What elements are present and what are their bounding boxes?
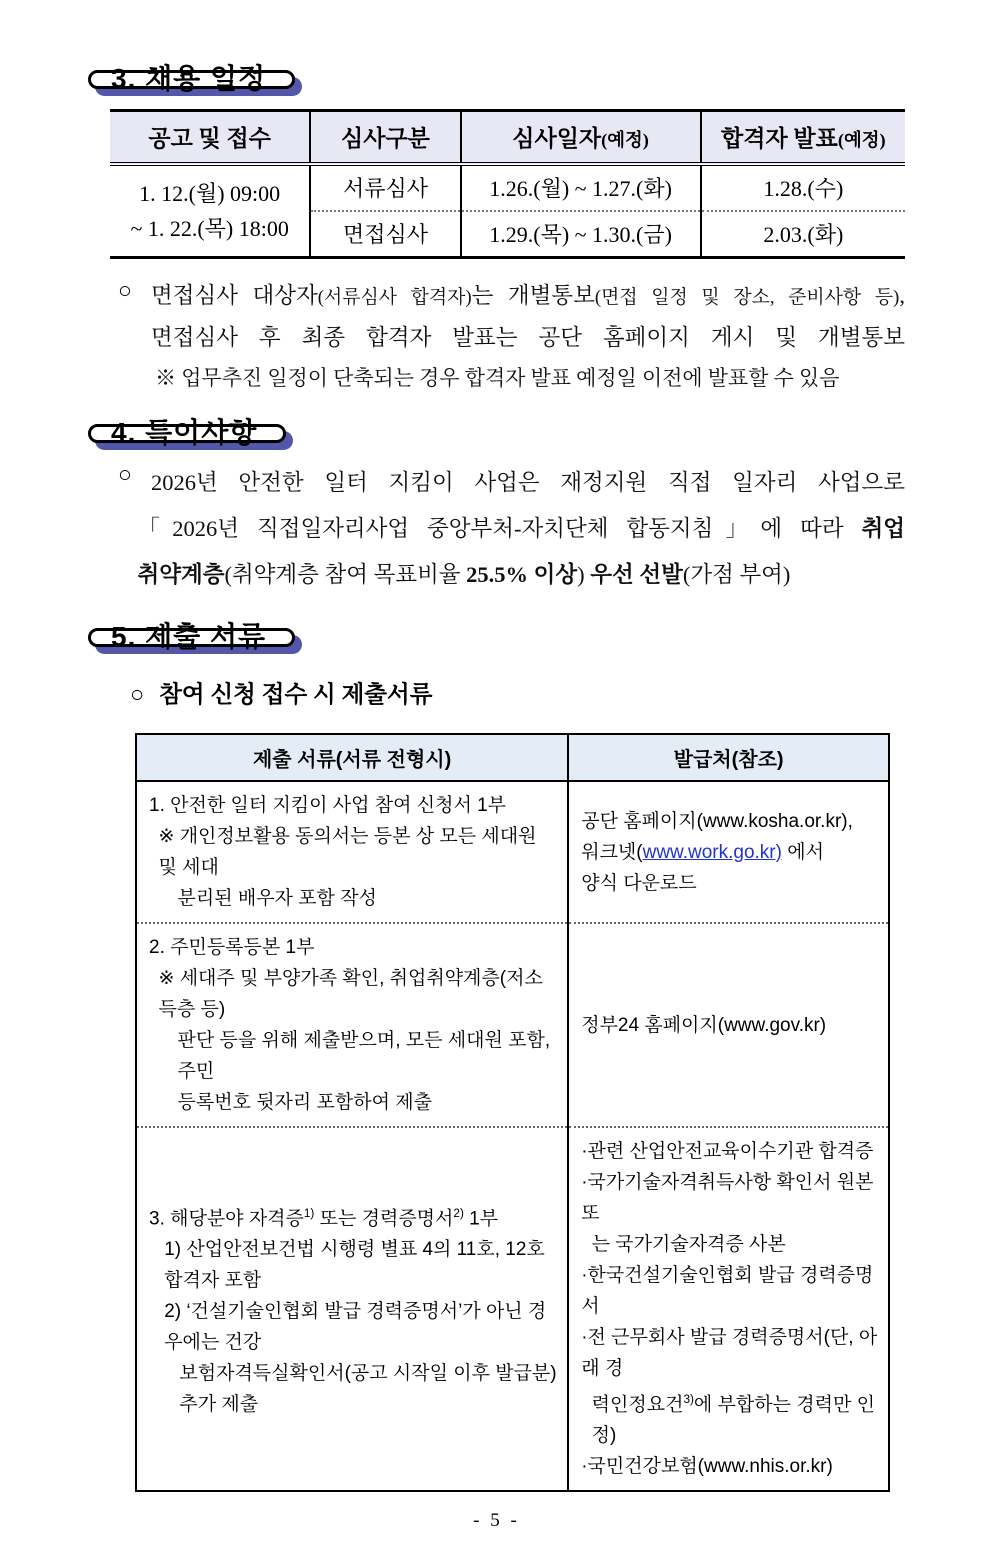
text-line: ·국민건강보험(www.nhis.or.kr) xyxy=(581,1456,833,1478)
documents-header-row xyxy=(136,734,889,781)
cell-result-date: 2.03.(화) xyxy=(701,211,905,258)
text-line: 「2026년 직접일자리사업 중앙부처-자치단체 합동지침」에 따라 취업 xyxy=(137,516,905,541)
cell-review-type: 면접심사 xyxy=(310,211,460,258)
worknet-link[interactable]: www.work.go.kr) xyxy=(642,841,782,863)
cell-review-date: 1.26.(월) ~ 1.27.(화) xyxy=(461,164,701,211)
documents-table xyxy=(135,733,890,1492)
schedule-note xyxy=(118,276,905,398)
cell-review-type: 서류심사 xyxy=(310,164,460,211)
text-line: ·관련 산업안전교육이수기관 합격증 xyxy=(581,1141,874,1162)
cell-document-1 xyxy=(136,781,568,923)
schedule-note-text xyxy=(151,276,905,398)
cell-result-date: 1.28.(수) xyxy=(701,164,905,211)
th-submission-documents: 제출 서류(서류 전형시) xyxy=(136,734,568,781)
text-line: ·전 근무회사 발급 경력증명서(단, 아래 경 xyxy=(581,1327,878,1379)
th-announcement-period: 공고 및 접수 xyxy=(110,111,310,164)
table-row xyxy=(136,923,889,1127)
circle-bullet: ○ xyxy=(118,462,132,487)
text-line: 워크넷(www.work.go.kr) 에서 xyxy=(581,841,824,863)
cell-document-3 xyxy=(136,1127,568,1491)
text-line: 력인정요건$^{3)}$에 부합하는 경력만 인정) xyxy=(591,1393,875,1447)
section-3-badge xyxy=(88,63,295,94)
period-line-1: 1. 12.(월) 09:00 xyxy=(139,180,281,206)
text-line: ※ 세대주 및 부양가족 확인, 취업취약계층(저소득층 등) xyxy=(158,968,543,1020)
special-note-text xyxy=(137,460,905,598)
text-line: ※ 업무추진 일정이 단축되는 경우 합격자 발표 예정일 이전에 발표할 수 있음 xyxy=(155,366,840,390)
submission-subheading-text: 참여 신청 접수 시 제출서류 xyxy=(159,682,433,708)
text-line: 등록번호 뒷자리 포함하여 제출 xyxy=(177,1092,432,1113)
cell-issuer-3 xyxy=(568,1127,889,1491)
text-line: 판단 등을 위해 제출받으며, 모든 세대원 포함, 주민 xyxy=(177,1030,551,1082)
text-line: 는 국가기술자격증 사본 xyxy=(591,1234,786,1255)
text-line: 정부24 홈페이지(www.gov.kr) xyxy=(581,1014,827,1036)
circle-bullet: ○ xyxy=(130,682,145,708)
text-line: 면접심사 대상자(서류심사 합격자)는 개별통보(면접 일정 및 장소, 준비사항 등), xyxy=(151,283,905,308)
section-3 xyxy=(88,63,905,94)
cell-issuer-2 xyxy=(568,923,889,1127)
section-5 xyxy=(88,621,905,652)
period-line-2: ~ 1. 22.(목) 18:00 xyxy=(130,215,289,241)
text-line: ·국가기술자격취득사항 확인서 원본 또 xyxy=(581,1172,874,1224)
section-5-title: 5. 제출 서류 xyxy=(111,621,267,652)
text-line: 취약계층(취약계층 참여 목표비율 25.5% 이상) 우선 선발(가점 부여) xyxy=(137,562,791,587)
section-4-title: 4. 특이사항 xyxy=(111,417,258,448)
section-3-title: 3. 채용 일정 xyxy=(111,63,267,94)
section-4-badge xyxy=(88,417,286,448)
cell-document-2 xyxy=(136,923,568,1127)
section-4 xyxy=(88,417,905,448)
text-line: ※ 개인정보활용 동의서는 등본 상 모든 세대원 및 세대 xyxy=(158,826,537,878)
text-line: 2) ‘건설기술인협회 발급 경력증명서’가 아닌 경우에는 건강 xyxy=(164,1301,547,1354)
table-row xyxy=(136,781,889,923)
table-row xyxy=(110,164,905,211)
text-line: 3. 해당분야 자격증$^{1)}$ 또는 경력증명서$^{2)}$ 1부 xyxy=(149,1207,499,1230)
cell-announcement-period xyxy=(110,164,310,258)
th-review-date: 심사일자(예정) xyxy=(461,111,701,164)
cell-issuer-1 xyxy=(568,781,889,923)
circle-bullet: ○ xyxy=(118,278,132,303)
text-line: 보험자격득실확인서(공고 시작일 이후 발급분) 추가 제출 xyxy=(179,1363,557,1416)
text-line: 양식 다운로드 xyxy=(581,872,697,894)
th-review-type: 심사구분 xyxy=(310,111,460,164)
text-line: 2026년 안전한 일터 지킴이 사업은 재정지원 직접 일자리 사업으로 xyxy=(151,470,905,495)
th-result-announcement: 합격자 발표(예정) xyxy=(701,111,905,164)
section-5-badge xyxy=(88,621,295,652)
schedule-header-row xyxy=(110,111,905,164)
text-line: 2. 주민등록등본 1부 xyxy=(149,937,315,958)
text-line: 분리된 배우자 포함 작성 xyxy=(177,888,377,909)
th-issuing-authority: 발급처(참조) xyxy=(568,734,889,781)
recruitment-schedule-table xyxy=(110,109,905,259)
page-number: - 5 - xyxy=(473,1510,520,1532)
text-line: 1) 산업안전보건법 시행령 별표 4의 11호, 12호 합격자 포함 xyxy=(164,1239,545,1292)
text-line: ·한국건설기술인협회 발급 경력증명서 xyxy=(581,1265,874,1317)
text-line: 공단 홈페이지(www.kosha.or.kr), xyxy=(581,810,853,832)
text-line: 1. 안전한 일터 지킴이 사업 참여 신청서 1부 xyxy=(149,795,507,816)
special-note xyxy=(118,460,905,598)
submission-subheading xyxy=(130,675,905,709)
text-line: 면접심사 후 최종 합격자 발표는 공단 홈페이지 게시 및 개별통보 xyxy=(151,325,905,350)
cell-review-date: 1.29.(목) ~ 1.30.(금) xyxy=(461,211,701,258)
table-row xyxy=(136,1127,889,1491)
